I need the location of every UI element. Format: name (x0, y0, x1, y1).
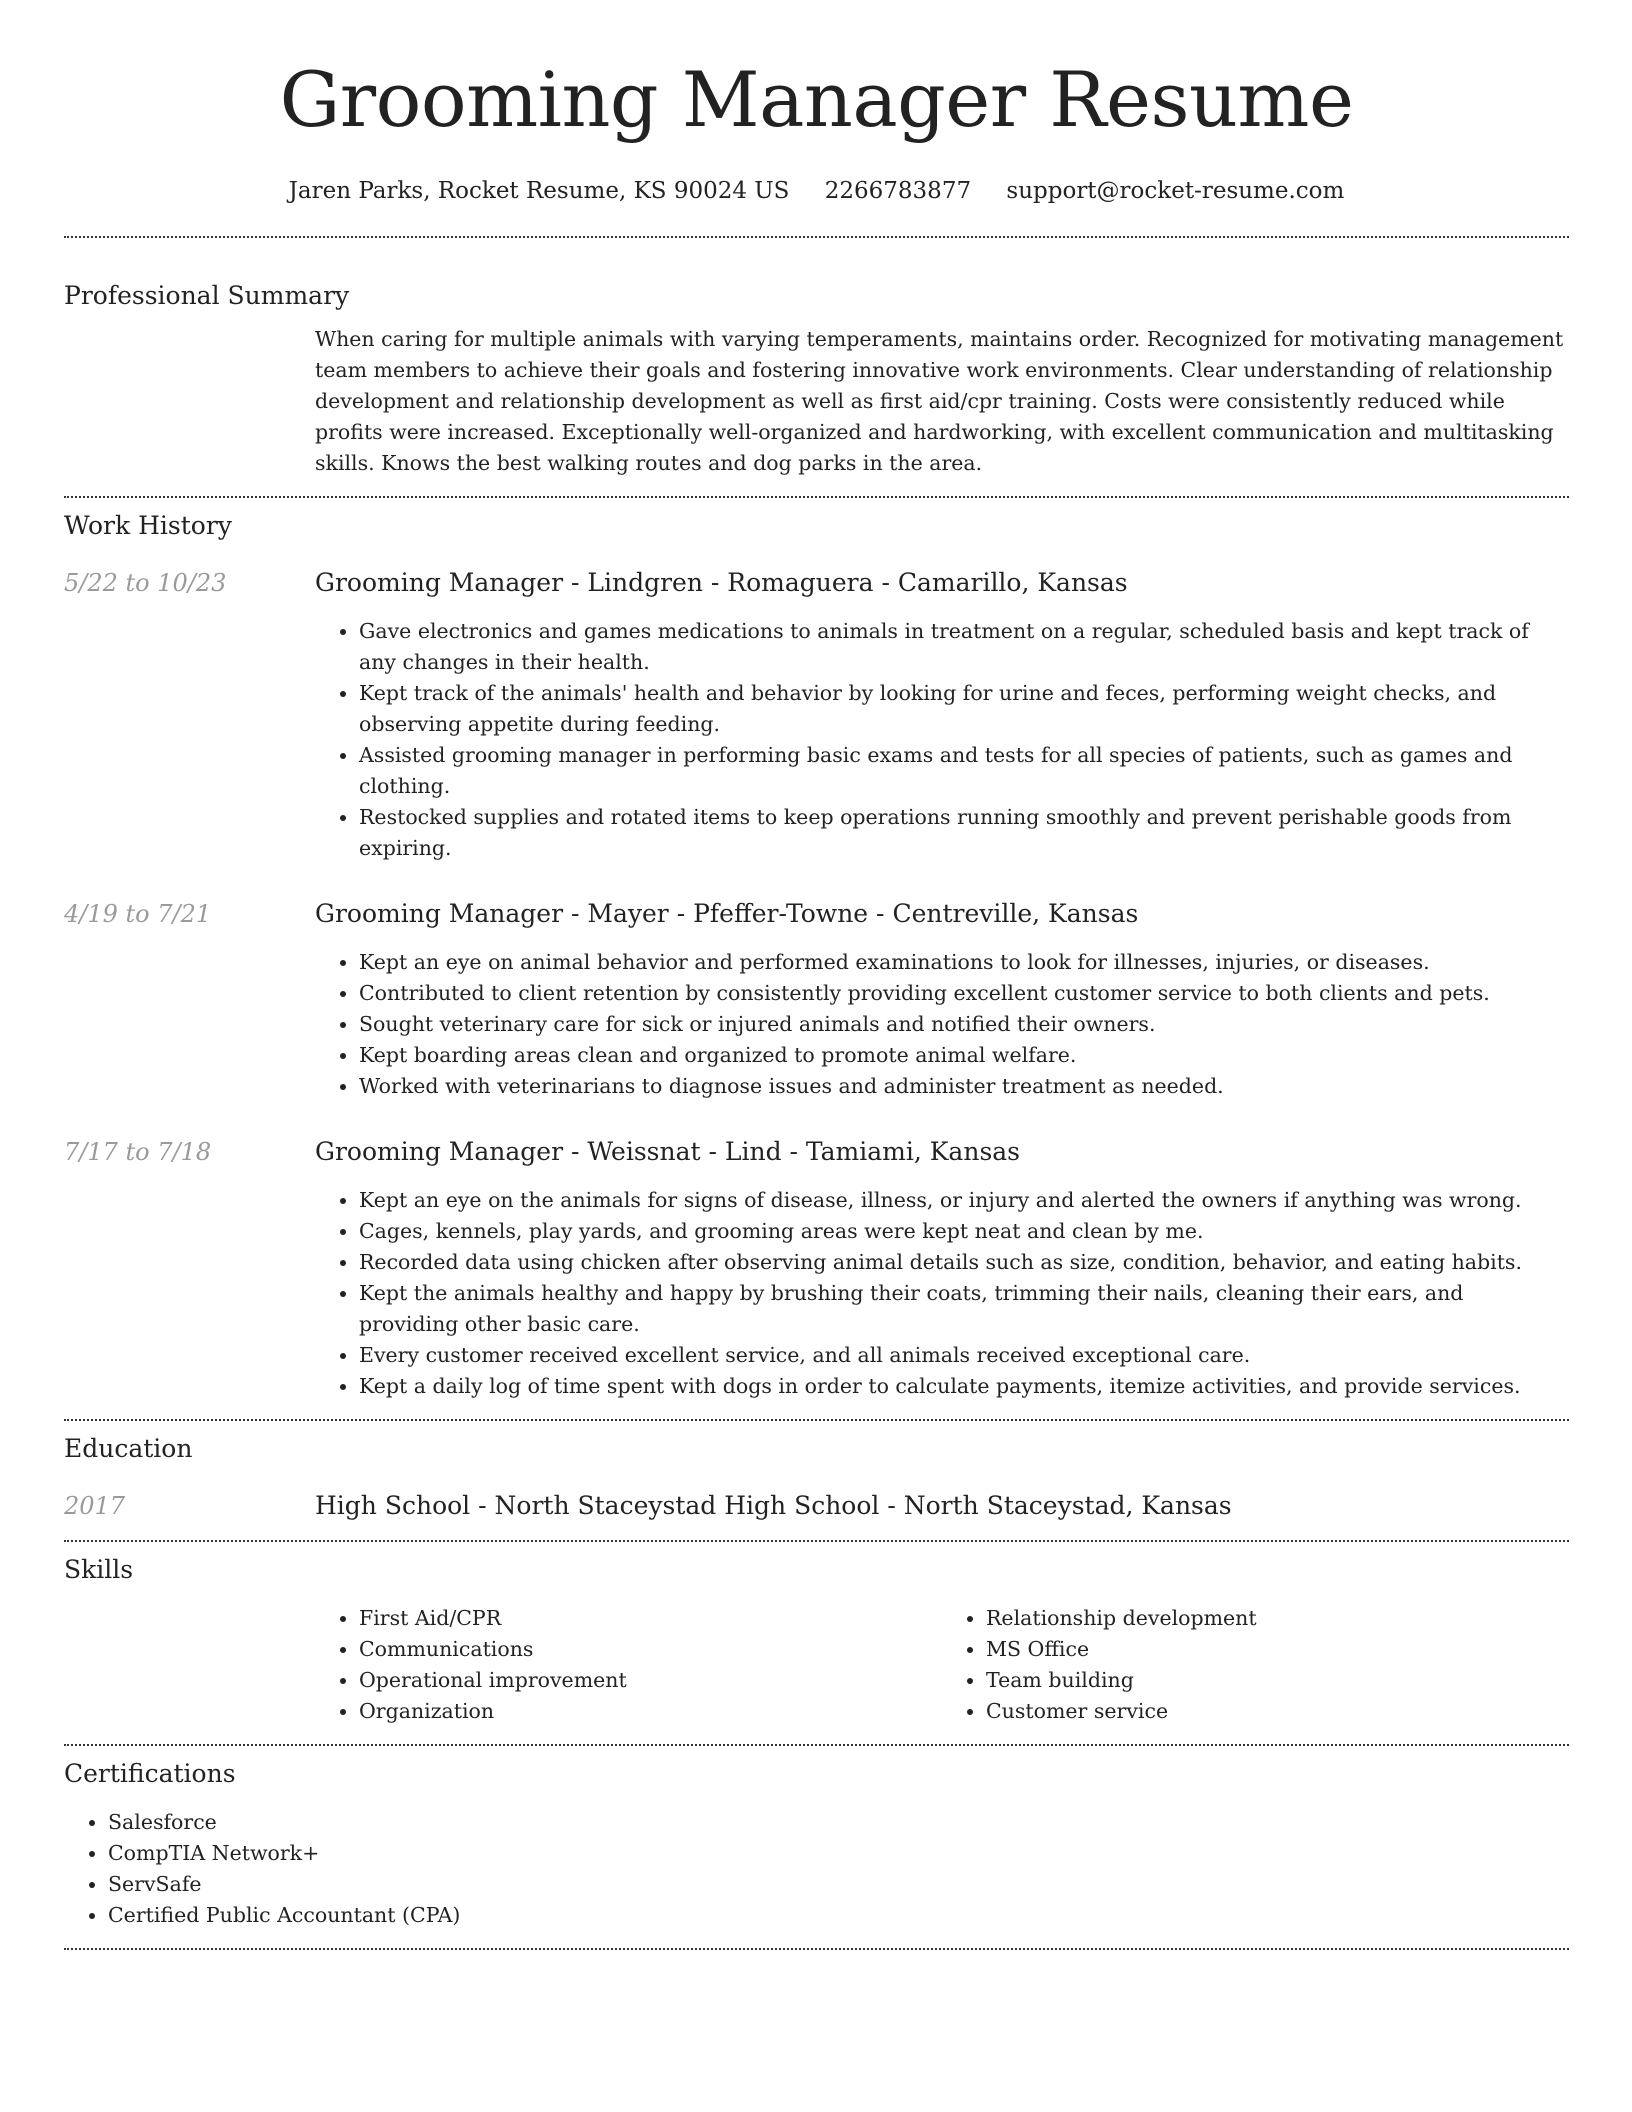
list-item: • Kept boarding areas clean and organized to promote animal welfare. (359, 1040, 1569, 1071)
skill-item: • Operational improvement (359, 1665, 942, 1696)
list-item: • Recorded data using chicken after observing animal details such as size, condition, behavior, and eating habits. (359, 1247, 1569, 1278)
list-item: • Sought veterinary care for sick or injured animals and notified their owners. (359, 1009, 1569, 1040)
divider (64, 236, 1569, 238)
job-duties (315, 947, 1569, 1102)
job-entry (64, 1136, 1569, 1402)
list-item: • Gave electronics and games medications to animals in treatment on a regular, scheduled basis and kept track of any changes in their health. (359, 616, 1569, 678)
list-item: • Kept an eye on the animals for signs of disease, illness, or injury and alerted the owners if anything was wrong. (359, 1185, 1569, 1216)
list-item: • Kept track of the animals' health and behavior by looking for urine and feces, performing weight checks, and observing appetite during feeding. (359, 678, 1569, 740)
certification-item: • Certified Public Accountant (CPA) (108, 1900, 1569, 1931)
page-title: Grooming Manager Resume (279, 55, 1354, 144)
contact-email: support@rocket-resume.com (1006, 178, 1345, 204)
list-item: • Kept the animals healthy and happy by brushing their coats, trimming their nails, cleaning their ears, and providing other basic care. (359, 1278, 1569, 1340)
contact-line (64, 176, 1569, 206)
divider (64, 1948, 1569, 1950)
summary-heading: Professional Summary (64, 281, 350, 310)
divider (64, 1419, 1569, 1421)
skill-item: • Customer service (986, 1696, 1569, 1727)
job-entry (64, 567, 1569, 864)
summary-text: When caring for multiple animals with varying temperaments, maintains order. Recognized for motivating management team members to achieve their goals and fostering innovative work environments. Clear understanding of relationship development and relationship development as well as first aid/cpr training. Costs were consistently reduced while profits were increased. Exceptionally well-organized and hardworking, with excellent communication and multitasking skills. Knows the best walking routes and dog parks in the area. (315, 327, 1564, 475)
job-entry (64, 898, 1569, 1102)
job-dates: 5/22 to 10/23 (64, 569, 227, 597)
skills-column-right (942, 1603, 1569, 1727)
job-duties (315, 1185, 1569, 1402)
education-year: 2017 (64, 1492, 126, 1520)
divider (64, 496, 1569, 498)
certifications-list (64, 1807, 1569, 1931)
job-title: Grooming Manager - Weissnat - Lind - Tamiami, Kansas (315, 1137, 1021, 1166)
list-item: • Restocked supplies and rotated items to keep operations running smoothly and prevent perishable goods from expiring. (359, 802, 1569, 864)
divider (64, 1744, 1569, 1746)
skill-item: • Organization (359, 1696, 942, 1727)
job-duties (315, 616, 1569, 864)
skills-heading: Skills (64, 1555, 134, 1584)
list-item: • Contributed to client retention by consistently providing excellent customer service to both clients and pets. (359, 978, 1569, 1009)
skill-item: • Team building (986, 1665, 1569, 1696)
certification-item: • CompTIA Network+ (108, 1838, 1569, 1869)
contact-phone: 2266783877 (824, 178, 972, 204)
list-item: • Every customer received excellent service, and all animals received exceptional care. (359, 1340, 1569, 1371)
list-item: • Kept an eye on animal behavior and performed examinations to look for illnesses, injuries, or diseases. (359, 947, 1569, 978)
resume-page (64, 0, 1569, 1950)
contact-address: Jaren Parks, Rocket Resume, KS 90024 US (288, 178, 790, 204)
certification-item: • Salesforce (108, 1807, 1569, 1838)
job-title: Grooming Manager - Mayer - Pfeffer-Towne - Centreville, Kansas (315, 899, 1139, 928)
skills-list (315, 1603, 1569, 1727)
skill-item: • Relationship development (986, 1603, 1569, 1634)
skill-item: • First Aid/CPR (359, 1603, 942, 1634)
divider (64, 1540, 1569, 1542)
skill-item: • Communications (359, 1634, 942, 1665)
education-entry (64, 1490, 1569, 1522)
job-title: Grooming Manager - Lindgren - Romaguera - Camarillo, Kansas (315, 568, 1128, 597)
list-item: • Kept a daily log of time spent with dogs in order to calculate payments, itemize activities, and provide services. (359, 1371, 1569, 1402)
skill-item: • MS Office (986, 1634, 1569, 1665)
list-item: • Assisted grooming manager in performing basic exams and tests for all species of patients, such as games and clothing. (359, 740, 1569, 802)
work-history-heading: Work History (64, 511, 232, 540)
job-dates: 7/17 to 7/18 (64, 1138, 212, 1166)
list-item: • Worked with veterinarians to diagnose issues and administer treatment as needed. (359, 1071, 1569, 1102)
certification-item: • ServSafe (108, 1869, 1569, 1900)
job-dates: 4/19 to 7/21 (64, 900, 212, 928)
certifications-heading: Certifications (64, 1759, 236, 1788)
list-item: • Cages, kennels, play yards, and grooming areas were kept neat and clean by me. (359, 1216, 1569, 1247)
education-degree: High School - North Staceystad High School - North Staceystad, Kansas (315, 1491, 1232, 1520)
skills-column-left (315, 1603, 942, 1727)
education-heading: Education (64, 1434, 193, 1463)
